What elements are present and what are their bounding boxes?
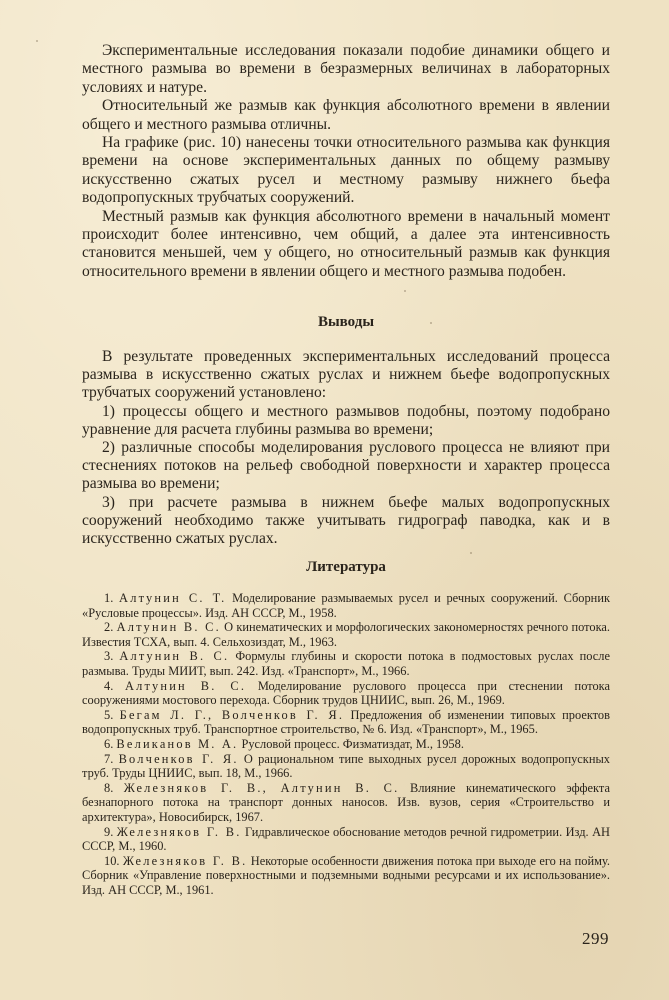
paragraph-2: Относительный же размыв как функция абсолютного времени в явлении общего и местного размыва отличны. [82, 97, 610, 133]
page-number: 299 [582, 929, 609, 948]
conclusion-item-3: 3) при расчете размыва в нижнем бьефе малых водопропускных сооружений необходимо также учитывать гидрограф паводка, как и в искусственно сжатых руслах. [82, 493, 610, 548]
conclusion-item-1: 1) процессы общего и местного размывов подобны, поэтому подобрано уравнение для расчета глубины размыва во времени; [82, 402, 610, 438]
reference-item: 4. Алтунин В. С. Моделирование руслового процесса при стеснении потока сооружениями мостового перехода. Сборник трудов ЦНИИС, вып. 26, М., 1969. [82, 678, 610, 708]
conclusions-section [82, 348, 610, 548]
reference-item: 9. Железняков Г. В. Гидравлическое обоснование методов речной гидрометрии. Изд. АН СССР, М., 1960. [82, 824, 610, 854]
reference-item: 1. Алтунин С. Т. Моделирование размываемых русел и речных сооружений. Сборник «Русловые процессы». Изд. АН СССР, М., 1958. [82, 591, 610, 620]
paragraph-4: Местный размыв как функция абсолютного времени в начальный момент происходит более интенсивно, чем общий, а далее эта интенсивность становится меньшей, чем у общего, но относительный размыв как функция относительного времени в явлении общего и местного размыва подобен. [82, 207, 610, 280]
reference-list [82, 591, 610, 897]
body-text [82, 42, 610, 281]
reference-item: 7. Волченков Г. Я. О рациональном типе выходных русел дорожных водопропускных труб. Труды ЦНИИС, вып. 18, М., 1966. [82, 751, 610, 781]
conclusion-item-2: 2) различные способы моделирования руслового процесса не влияют при стеснениях потоков на рельеф свободной поверхности и характер процесса размыва во времени; [82, 439, 610, 493]
paragraph-3: На графике (рис. 10) нанесены точки относительного размыва как функция времени на основе экспериментальных данных по общему размыву искусственно сжатых русел и местному размыву нижнего бьефа водопропускных трубчатых сооружений. [82, 134, 610, 207]
literature-heading: Литература [306, 559, 386, 575]
reference-item: 2. Алтунин В. С. О кинематических и морфологических закономерностях речного потока. Известия ТСХА, вып. 4. Сельхозиздат, М., 1963. [82, 620, 610, 649]
reference-item: 5. Бегам Л. Г., Волченков Г. Я. Предложения об изменении типовых проектов водопропускных труб. Транспортное строительство, № 6. Изд. «Транспорт», М., 1965. [82, 707, 610, 737]
print-speck [36, 40, 38, 42]
print-speck [404, 290, 406, 292]
paragraph-1: Экспериментальные исследования показали подобие динамики общего и местного размыва во времени в безразмерных величинах в лабораторных условиях и натуре. [82, 42, 610, 96]
print-speck [470, 552, 472, 554]
conclusions-heading: Выводы [317, 314, 375, 330]
reference-item: 10. Железняков Г. В. Некоторые особенности движения потока при выходе его на пойму. Сборник «Управление поверхностными и подземными водными ресурсами и их использование». Изд. АН СССР, М., 1961. [82, 853, 610, 897]
reference-item: 6. Великанов М. А. Русловой процесс. Физматиздат, М., 1958. [104, 736, 464, 751]
conclusions-intro: В результате проведенных экспериментальных исследований процесса размыва в искусственно сжатых руслах и нижнем бьефе водопропускных трубчатых сооружений установлено: [82, 348, 610, 402]
print-speck [430, 322, 432, 324]
reference-item: 3. Алтунин В. С. Формулы глубины и скорости потока в подмостовых руслах после размыва. Труды МИИТ, вып. 242. Изд. «Транспорт», М., 1966. [82, 649, 610, 678]
reference-item: 8. Железняков Г. В., Алтунин В. С. Влияние кинематического эффекта безнапорного потока на транспорт донных наносов. Изв. вузов, серия «Строительство и архитектура», Новосибирск, 1967. [82, 780, 610, 824]
